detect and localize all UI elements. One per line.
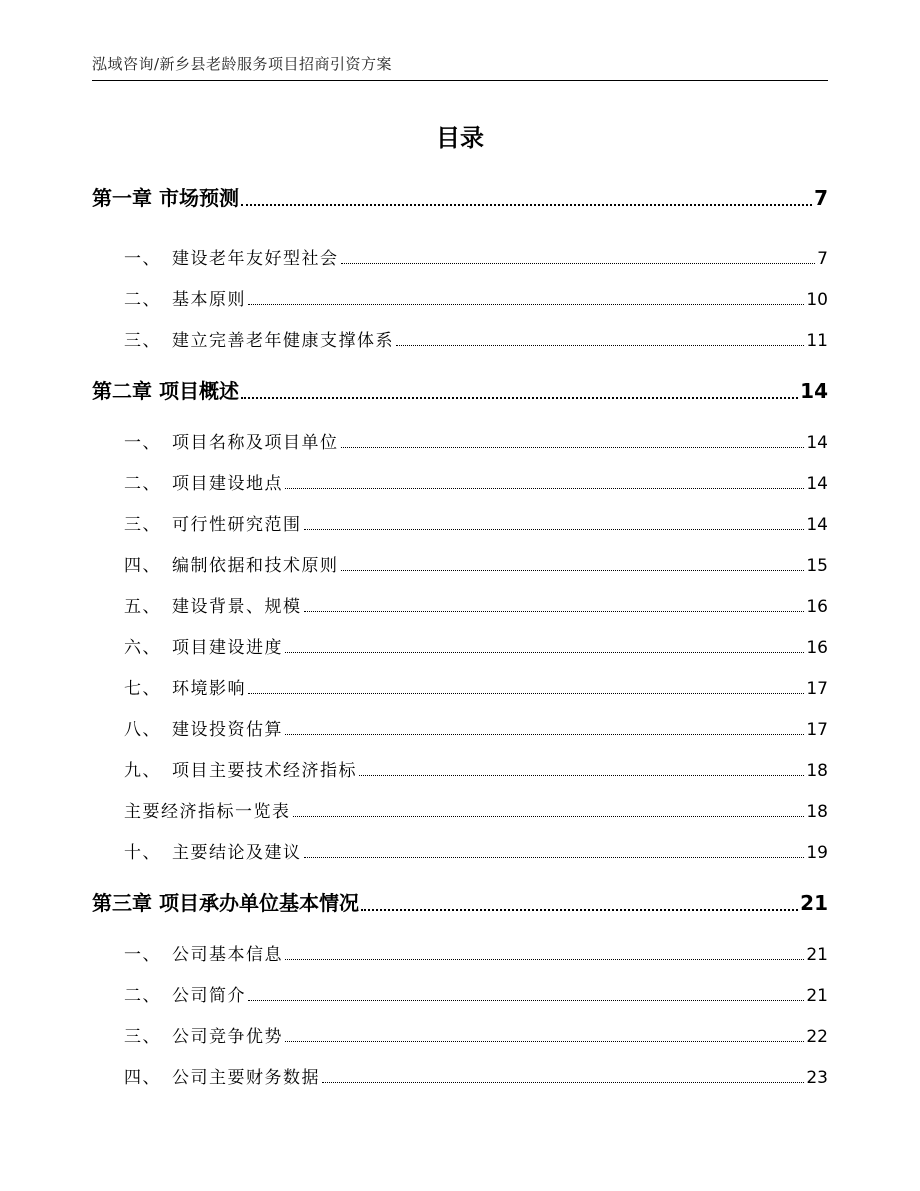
toc-dot-leader xyxy=(341,570,805,571)
toc-section-entry[interactable] xyxy=(92,633,828,659)
toc-section-entry[interactable] xyxy=(92,1022,828,1048)
toc-entry-label: 第二章 项目概述 xyxy=(92,379,239,403)
toc-entry-label: 建立完善老年健康支撑体系 xyxy=(172,331,394,351)
toc-dot-leader xyxy=(285,1041,804,1042)
toc-entry-label: 建设背景、规模 xyxy=(172,597,302,617)
toc-page-number: 14 xyxy=(806,515,828,535)
toc-entry-number: 六、 xyxy=(124,638,161,658)
toc-page-number: 23 xyxy=(806,1068,828,1088)
toc-page-number: 7 xyxy=(814,186,828,210)
toc-entry-number: 一、 xyxy=(124,945,161,965)
toc-entry-label: 环境影响 xyxy=(172,679,246,699)
toc-page-number: 10 xyxy=(806,290,828,310)
toc-entry-label: 项目名称及项目单位 xyxy=(172,433,339,453)
toc-entry-label: 编制依据和技术原则 xyxy=(172,556,339,576)
toc-title: 目录 xyxy=(436,124,484,152)
toc-page-number: 18 xyxy=(806,761,828,781)
toc-section-entry[interactable] xyxy=(92,510,828,536)
toc-dot-leader xyxy=(361,909,798,911)
toc-entry-number: 四、 xyxy=(124,1068,161,1088)
toc-dot-leader xyxy=(293,816,805,817)
toc-dot-leader xyxy=(248,1000,804,1001)
toc-page-number: 7 xyxy=(817,249,828,269)
toc-entry-label: 第三章 项目承办单位基本情况 xyxy=(92,891,359,915)
toc-entry-label: 公司竞争优势 xyxy=(172,1027,283,1047)
toc-dot-leader xyxy=(241,204,812,206)
toc-dot-leader xyxy=(285,959,804,960)
toc-page-number: 22 xyxy=(806,1027,828,1047)
toc-entry-number: 八、 xyxy=(124,720,161,740)
toc-dot-leader xyxy=(285,734,804,735)
toc-dot-leader xyxy=(341,263,816,264)
toc-section-entry[interactable] xyxy=(92,838,828,864)
toc-section-entry[interactable] xyxy=(92,469,828,495)
toc-dot-leader xyxy=(248,304,804,305)
toc-entry-number: 二、 xyxy=(124,986,161,1006)
toc-section-entry[interactable] xyxy=(92,428,828,454)
toc-entry-label: 建设投资估算 xyxy=(172,720,283,740)
toc-dot-leader xyxy=(396,345,804,346)
toc-dot-leader xyxy=(341,447,805,448)
toc-page-number: 16 xyxy=(806,638,828,658)
toc-page-number: 15 xyxy=(806,556,828,576)
toc-page-number: 21 xyxy=(806,986,828,1006)
toc-entry-number: 三、 xyxy=(124,515,161,535)
toc-page-number: 17 xyxy=(806,679,828,699)
toc-entry-number: 三、 xyxy=(124,331,161,351)
toc-page-number: 17 xyxy=(806,720,828,740)
toc-entry-label: 主要结论及建议 xyxy=(172,843,302,863)
toc-page-number: 21 xyxy=(800,891,828,915)
toc-section-entry[interactable] xyxy=(92,551,828,577)
toc-entry-number: 五、 xyxy=(124,597,161,617)
toc-page-number: 18 xyxy=(806,802,828,822)
toc-page-number: 11 xyxy=(806,331,828,351)
header-divider xyxy=(92,80,828,81)
toc-dot-leader xyxy=(241,397,798,399)
toc-entry-number: 九、 xyxy=(124,761,161,781)
toc-dot-leader xyxy=(248,693,804,694)
toc-entry-number: 二、 xyxy=(124,474,161,494)
toc-dot-leader xyxy=(359,775,804,776)
toc-section-entry[interactable] xyxy=(92,797,828,823)
toc-chapter-entry[interactable] xyxy=(92,887,828,917)
toc-entry-label: 项目建设地点 xyxy=(172,474,283,494)
toc-page-number: 21 xyxy=(806,945,828,965)
toc-section-entry[interactable] xyxy=(92,244,828,270)
toc-chapter-entry[interactable] xyxy=(92,375,828,405)
toc-page-number: 16 xyxy=(806,597,828,617)
toc-section-entry[interactable] xyxy=(92,756,828,782)
toc-entry-label: 公司简介 xyxy=(172,986,246,1006)
toc-entry-label: 项目主要技术经济指标 xyxy=(172,761,357,781)
toc-entry-label: 项目建设进度 xyxy=(172,638,283,658)
toc-section-entry[interactable] xyxy=(92,981,828,1007)
toc-section-entry[interactable] xyxy=(92,326,828,352)
toc-entry-label: 第一章 市场预测 xyxy=(92,186,239,210)
toc-entry-label: 公司主要财务数据 xyxy=(172,1068,320,1088)
toc-entry-label: 主要经济指标一览表 xyxy=(124,802,291,822)
toc-page-number: 19 xyxy=(806,843,828,863)
toc-dot-leader xyxy=(285,488,804,489)
toc-entry-number: 一、 xyxy=(124,433,161,453)
toc-dot-leader xyxy=(285,652,804,653)
toc-entry-label: 可行性研究范围 xyxy=(172,515,302,535)
toc-entry-number: 十、 xyxy=(124,843,161,863)
toc-entry-label: 建设老年友好型社会 xyxy=(172,249,339,269)
toc-page-number: 14 xyxy=(806,474,828,494)
toc-entry-label: 基本原则 xyxy=(172,290,246,310)
toc-dot-leader xyxy=(304,529,805,530)
toc-section-entry[interactable] xyxy=(92,285,828,311)
toc-entry-number: 四、 xyxy=(124,556,161,576)
toc-chapter-entry[interactable] xyxy=(92,182,828,212)
toc-entry-number: 一、 xyxy=(124,249,161,269)
toc-entry-number: 二、 xyxy=(124,290,161,310)
toc-entry-label: 公司基本信息 xyxy=(172,945,283,965)
toc-section-entry[interactable] xyxy=(92,1063,828,1089)
toc-page-number: 14 xyxy=(806,433,828,453)
running-header: 泓域咨询/新乡县老龄服务项目招商引资方案 xyxy=(92,55,393,73)
toc-dot-leader xyxy=(322,1082,804,1083)
toc-entry-number: 三、 xyxy=(124,1027,161,1047)
toc-dot-leader xyxy=(304,611,805,612)
toc-section-entry[interactable] xyxy=(92,715,828,741)
toc-entry-number: 七、 xyxy=(124,679,161,699)
toc-page-number: 14 xyxy=(800,379,828,403)
toc-section-entry[interactable] xyxy=(92,592,828,618)
toc-section-entry[interactable] xyxy=(92,674,828,700)
toc-dot-leader xyxy=(304,857,805,858)
toc-section-entry[interactable] xyxy=(92,940,828,966)
